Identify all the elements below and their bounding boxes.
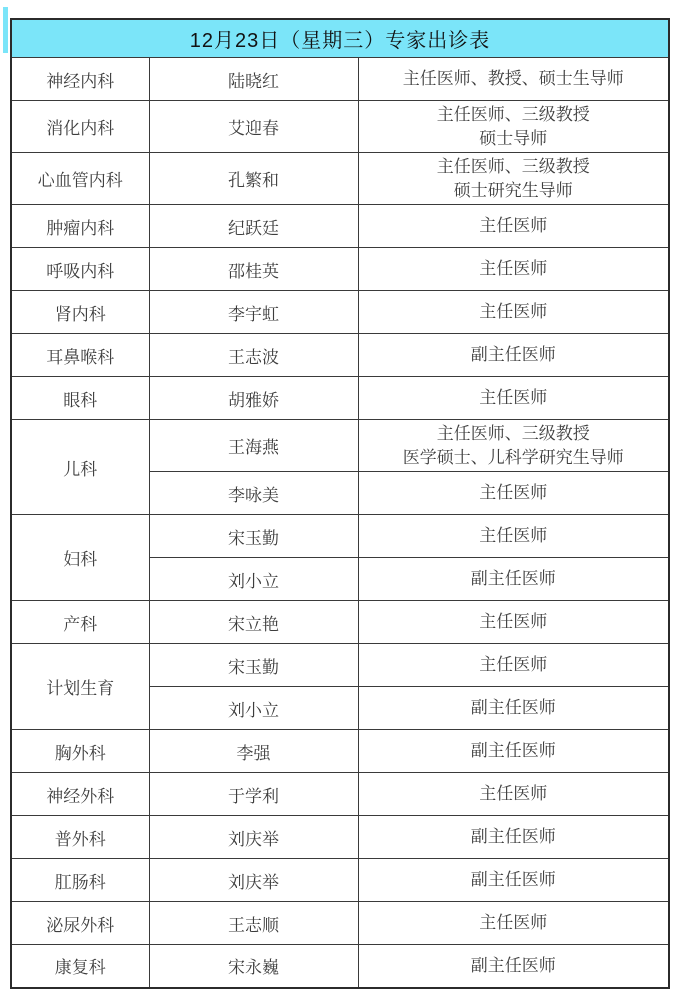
doctor-title-cell (358, 58, 669, 101)
dept-cell: 儿科 (11, 420, 149, 515)
dept-cell: 肛肠科 (11, 859, 149, 902)
doctor-title-cell (358, 472, 669, 515)
table-row (11, 153, 669, 205)
doctor-name-cell: 胡雅娇 (149, 377, 358, 420)
doctor-title-line: 主任医师 (479, 913, 548, 932)
doctor-title-line: 医学硕士、儿科学研究生导师 (402, 447, 624, 467)
dept-cell: 心血管内科 (11, 153, 149, 205)
doctor-name-cell: 李宇虹 (149, 291, 358, 334)
doctor-name-cell: 宋玉勤 (149, 515, 358, 558)
doctor-name-cell: 刘庆举 (149, 859, 358, 902)
dept-cell: 肾内科 (11, 291, 149, 334)
schedule-table-body (11, 58, 669, 988)
doctor-name-cell: 王海燕 (149, 420, 358, 472)
doctor-title-line: 副主任医师 (470, 345, 556, 364)
doctor-title-cell (358, 420, 669, 472)
doctor-title-cell (358, 859, 669, 902)
dept-cell: 耳鼻喉科 (11, 334, 149, 377)
doctor-title-line: 主任医师、三级教授 (436, 423, 590, 443)
doctor-title-line: 副主任医师 (470, 569, 556, 588)
doctor-title-cell (358, 291, 669, 334)
expert-schedule-table (10, 18, 670, 989)
doctor-title-line: 主任医师 (479, 302, 548, 321)
doctor-title-cell (358, 101, 669, 153)
dept-cell: 妇科 (11, 515, 149, 601)
doctor-title-line: 主任医师 (479, 784, 548, 803)
doctor-title-line: 副主任医师 (470, 955, 556, 975)
table-row (11, 101, 669, 153)
doctor-title-cell (358, 558, 669, 601)
dept-cell: 康复科 (11, 945, 149, 988)
dept-cell: 呼吸内科 (11, 248, 149, 291)
doctor-title-cell (358, 248, 669, 291)
table-row (11, 902, 669, 945)
header-bleed-strip (3, 7, 8, 53)
table-row (11, 773, 669, 816)
dept-cell: 产科 (11, 601, 149, 644)
dept-cell: 消化内科 (11, 101, 149, 153)
doctor-title-line: 主任医师、教授、硕士生导师 (402, 69, 624, 88)
doctor-title-line: 主任医师 (479, 388, 548, 407)
doctor-title-cell (358, 153, 669, 205)
doctor-title-line: 主任医师、三级教授 (436, 104, 590, 124)
dept-cell: 泌尿外科 (11, 902, 149, 945)
doctor-name-cell: 刘小立 (149, 558, 358, 601)
doctor-title-cell (358, 601, 669, 644)
table-row (11, 205, 669, 248)
doctor-name-cell: 刘小立 (149, 687, 358, 730)
table-row (11, 248, 669, 291)
doctor-title-line: 副主任医师 (470, 870, 556, 889)
doctor-title-line: 主任医师 (479, 483, 548, 502)
doctor-name-cell: 李咏美 (149, 472, 358, 515)
table-row (11, 945, 669, 988)
table-row (11, 515, 669, 558)
dept-cell: 计划生育 (11, 644, 149, 730)
doctor-name-cell: 王志波 (149, 334, 358, 377)
doctor-name-cell: 邵桂英 (149, 248, 358, 291)
dept-cell: 胸外科 (11, 730, 149, 773)
table-row (11, 859, 669, 902)
table-row (11, 420, 669, 472)
doctor-title-cell (358, 644, 669, 687)
doctor-name-cell: 李强 (149, 730, 358, 773)
doctor-title-line: 主任医师 (479, 216, 548, 235)
doctor-title-cell (358, 773, 669, 816)
table-row (11, 377, 669, 420)
doctor-name-cell: 艾迎春 (149, 101, 358, 153)
doctor-title-line: 副主任医师 (470, 698, 556, 717)
dept-cell: 普外科 (11, 816, 149, 859)
table-row (11, 58, 669, 101)
dept-cell: 神经外科 (11, 773, 149, 816)
dept-cell: 眼科 (11, 377, 149, 420)
doctor-title-line: 主任医师 (479, 259, 548, 278)
table-header-row (11, 19, 669, 58)
doctor-title-line: 主任医师 (479, 612, 548, 631)
doctor-title-line: 主任医师、三级教授 (436, 156, 590, 176)
table-title: 12月23日（星期三）专家出诊表 (11, 19, 669, 58)
doctor-title-cell (358, 205, 669, 248)
doctor-title-cell (358, 816, 669, 859)
doctor-name-cell: 纪跃廷 (149, 205, 358, 248)
table-row (11, 730, 669, 773)
doctor-name-cell: 王志顺 (149, 902, 358, 945)
doctor-name-cell: 宋永巍 (149, 945, 358, 988)
doctor-title-line: 副主任医师 (470, 741, 556, 760)
doctor-name-cell: 孔繁和 (149, 153, 358, 205)
table-row (11, 601, 669, 644)
doctor-name-cell: 宋立艳 (149, 601, 358, 644)
table-row (11, 816, 669, 859)
doctor-name-cell: 于学利 (149, 773, 358, 816)
dept-cell: 神经内科 (11, 58, 149, 101)
dept-cell: 肿瘤内科 (11, 205, 149, 248)
doctor-title-cell (358, 902, 669, 945)
table-row (11, 644, 669, 687)
doctor-title-cell (358, 515, 669, 558)
doctor-title-cell (358, 377, 669, 420)
doctor-title-line: 硕士研究生导师 (453, 180, 573, 200)
doctor-title-line: 硕士导师 (479, 128, 548, 148)
doctor-title-cell (358, 945, 669, 988)
doctor-name-cell: 陆晓红 (149, 58, 358, 101)
doctor-title-cell (358, 687, 669, 730)
doctor-name-cell: 宋玉勤 (149, 644, 358, 687)
doctor-title-line: 主任医师 (479, 655, 548, 674)
doctor-title-cell (358, 730, 669, 773)
doctor-title-line: 主任医师 (479, 526, 548, 545)
table-row (11, 334, 669, 377)
table-row (11, 291, 669, 334)
doctor-title-cell (358, 334, 669, 377)
doctor-name-cell: 刘庆举 (149, 816, 358, 859)
doctor-title-line: 副主任医师 (470, 827, 556, 846)
